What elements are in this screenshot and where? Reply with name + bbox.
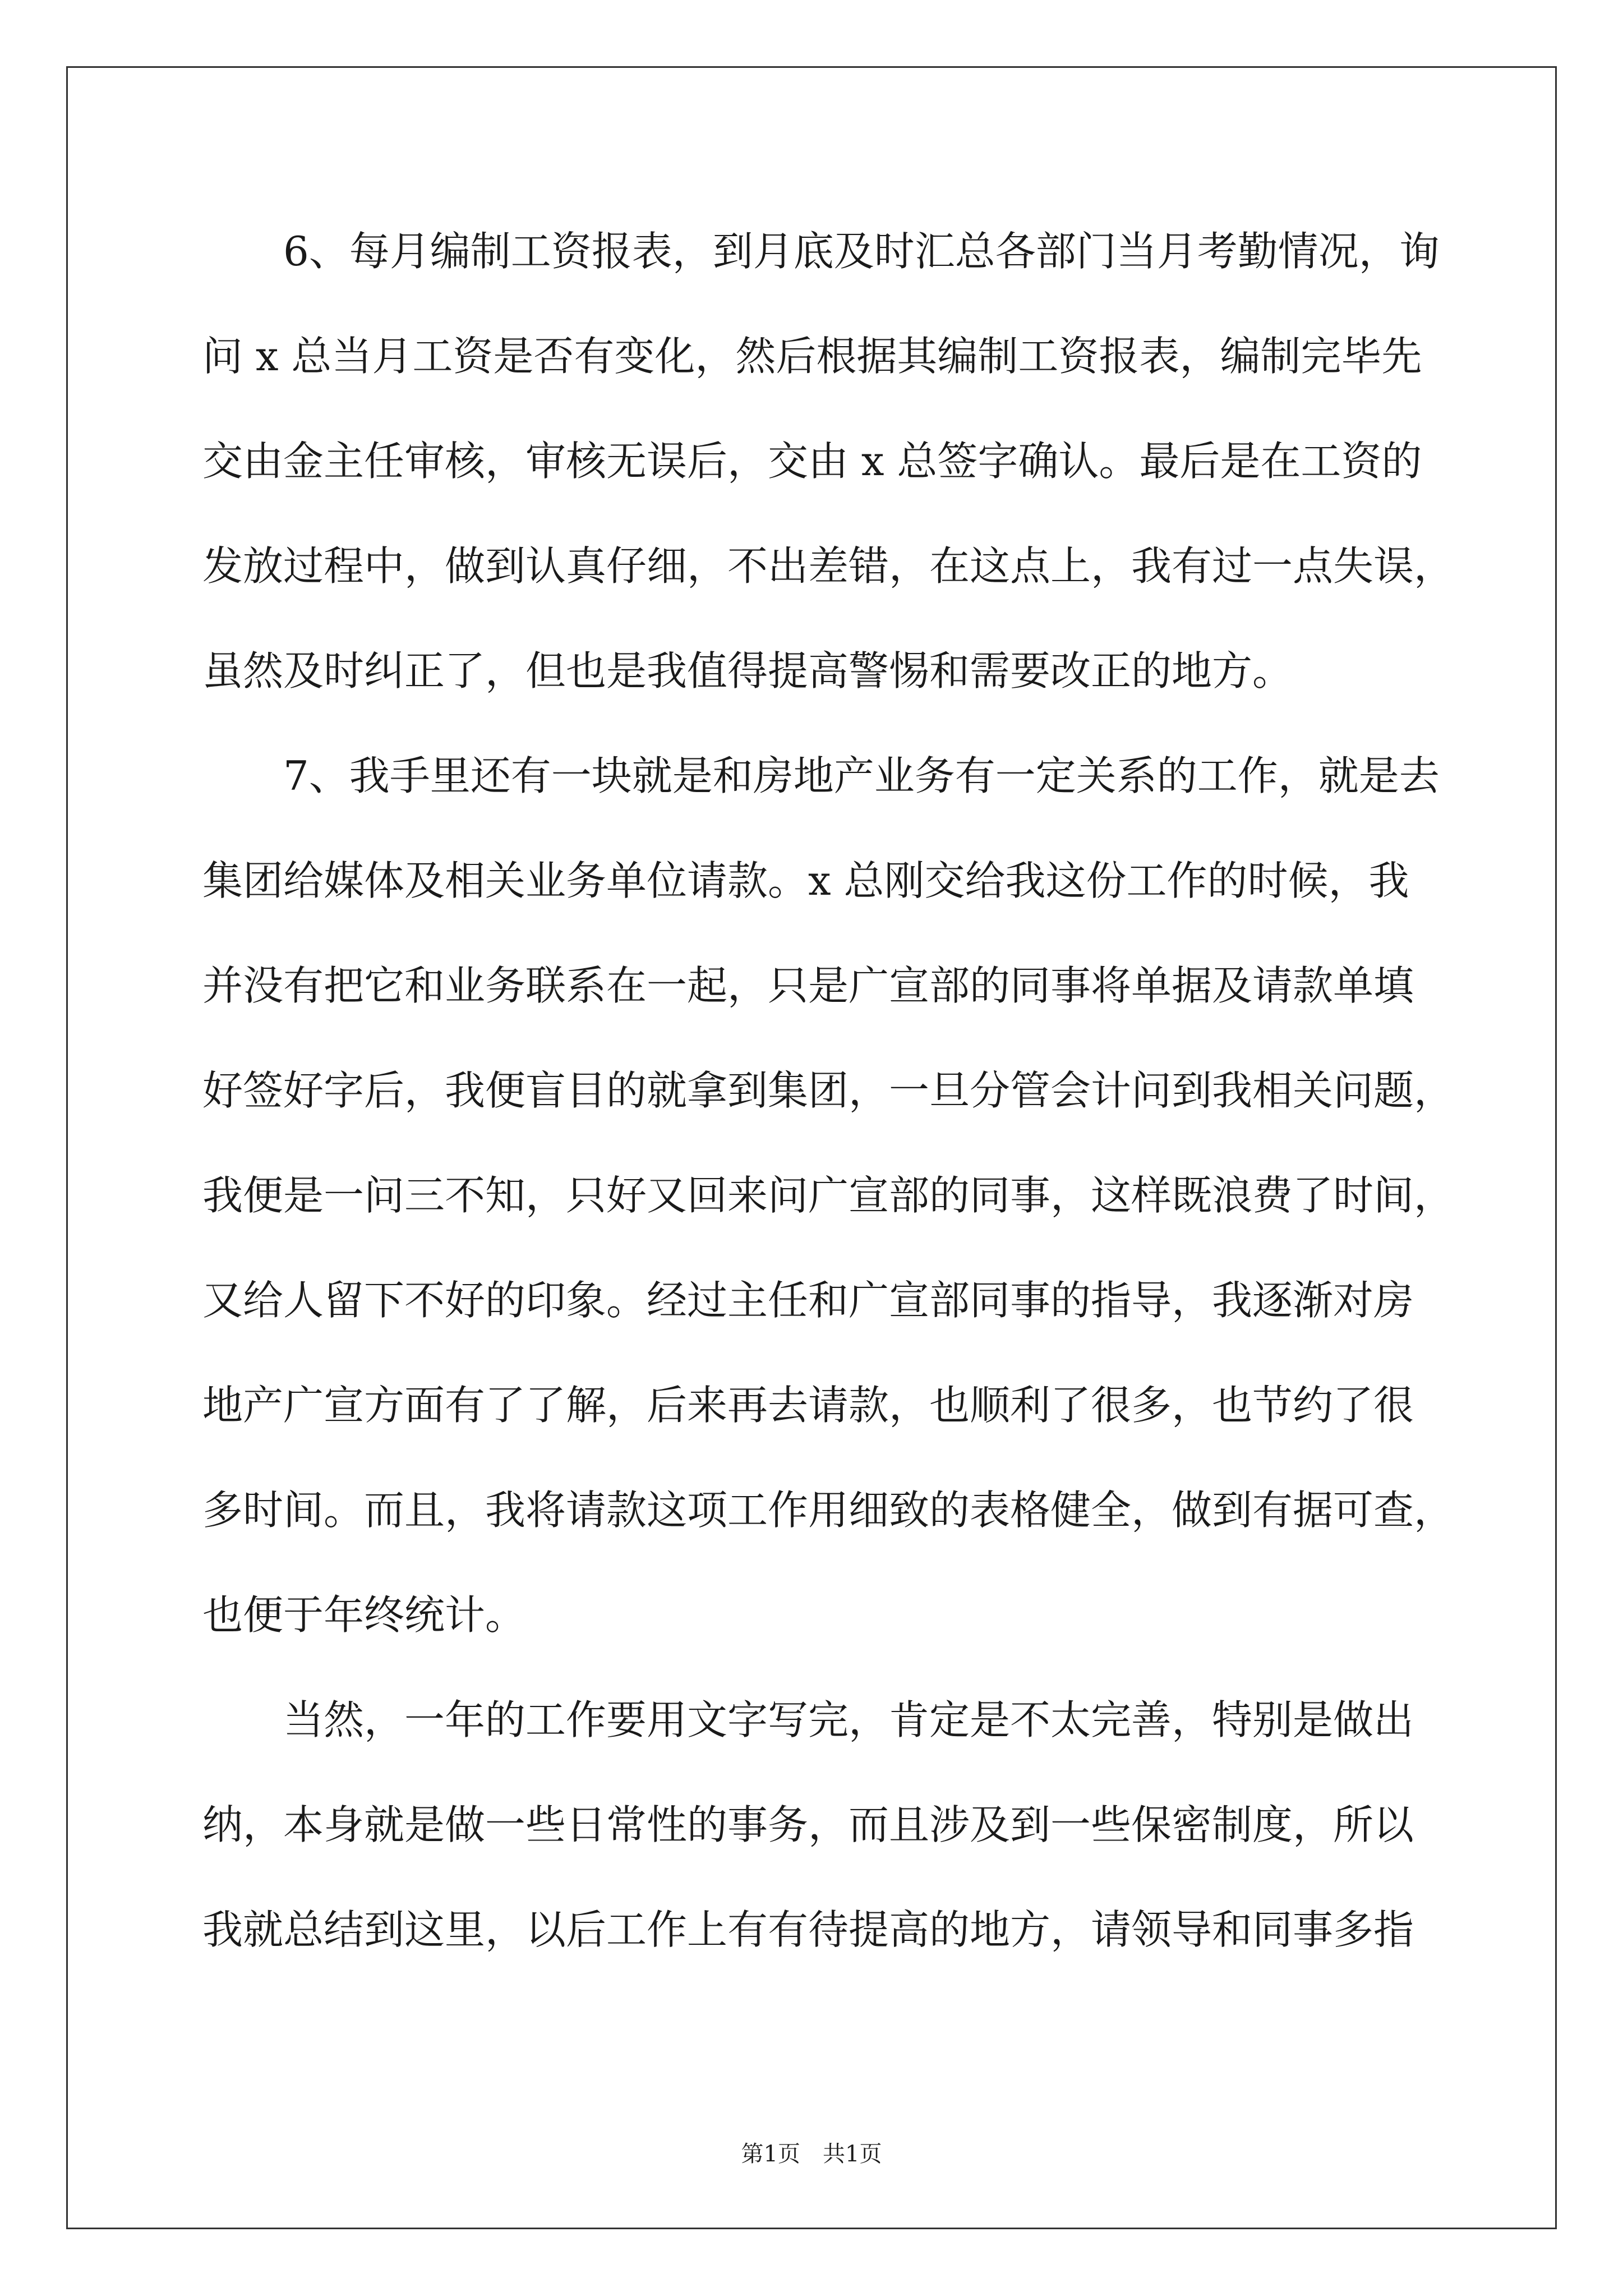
paragraph-2-line-6: 又给人留下不好的印象。经过主任和广宣部同事的指导，我逐渐对房 <box>202 1277 1414 1324</box>
paragraph-2-line-1: 7、我手里还有一块就是和房地产业务有一定关系的工作，就是去 <box>283 752 1440 799</box>
paragraph-1-line-4: 发放过程中，做到认真仔细，不出差错，在这点上，我有过一点失误， <box>202 542 1455 590</box>
document-body <box>202 220 1455 2004</box>
paragraph-3-line-3: 我就总结到这里，以后工作上有有待提高的地方，请领导和同事多指 <box>202 1906 1414 1953</box>
paragraph-2-line-5: 我便是一问三不知，只好又回来问广宣部的同事，这样既浪费了时间， <box>202 1172 1455 1219</box>
paragraph-1-line-2: 问 x 总当月工资是否有变化，然后根据其编制工资报表，编制完毕先 <box>202 333 1422 380</box>
page-footer: 第1页 共1页 <box>741 2141 882 2167</box>
paragraph-2-line-9: 也便于年终统计。 <box>202 1591 526 1639</box>
paragraph-2-line-3: 并没有把它和业务联系在一起，只是广宣部的同事将单据及请款单填 <box>202 962 1414 1009</box>
paragraph-2-line-2: 集团给媒体及相关业务单位请款。x 总刚交给我这份工作的时候，我 <box>202 857 1409 904</box>
paragraph-2-line-7: 地产广宣方面有了了解，后来再去请款，也顺利了很多，也节约了很 <box>202 1382 1414 1429</box>
paragraph-1-line-1: 6、每月编制工资报表，到月底及时汇总各部门当月考勤情况，询 <box>283 228 1440 275</box>
paragraph-3-line-1: 当然，一年的工作要用文字写完，肯定是不太完善，特别是做出 <box>283 1696 1414 1743</box>
paragraph-3-line-2: 纳，本身就是做一些日常性的事务，而且涉及到一些保密制度，所以 <box>202 1801 1414 1848</box>
paragraph-1-line-5: 虽然及时纠正了，但也是我值得提高警惕和需要改正的地方。 <box>202 647 1293 694</box>
paragraph-1-line-3: 交由金主任审核，审核无误后，交由 x 总签字确认。最后是在工资的 <box>202 438 1422 485</box>
paragraph-2-line-8: 多时间。而且，我将请款这项工作用细致的表格健全，做到有据可查， <box>202 1487 1455 1534</box>
paragraph-2-line-4: 好签好字后，我便盲目的就拿到集团，一旦分管会计问到我相关问题， <box>202 1067 1455 1114</box>
